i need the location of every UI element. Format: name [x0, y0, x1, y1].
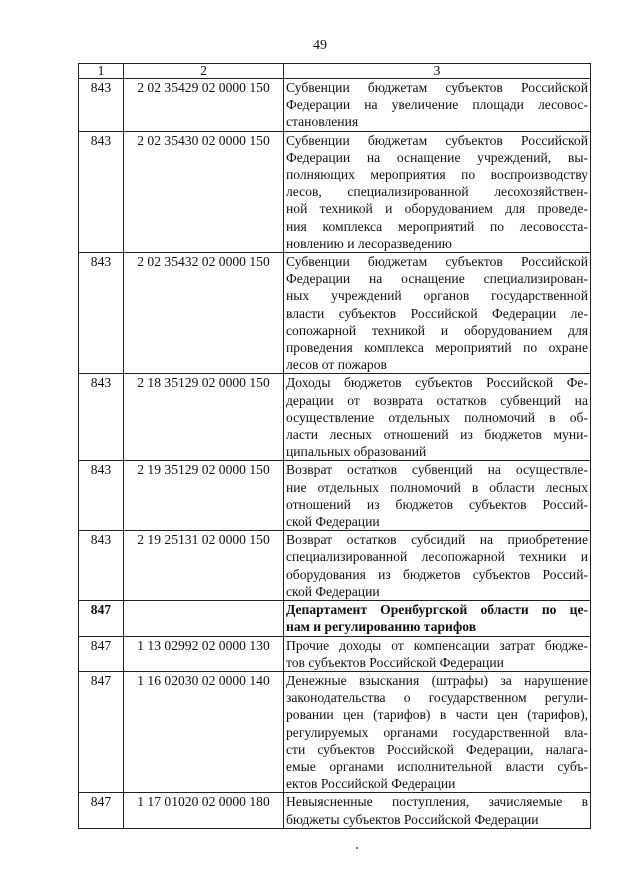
revenue-code-cell: 1 17 01020 02 0000 180	[124, 793, 284, 828]
table-row	[79, 793, 591, 828]
page-number: 49	[313, 38, 327, 53]
table-row	[79, 671, 591, 792]
name-line: сопожарной техникой и оборудованием для	[286, 322, 588, 338]
admin-code-cell: 843	[79, 79, 124, 132]
table-header-row	[79, 64, 591, 79]
name-line: Невыясненные поступления, зачисляемые в	[286, 794, 588, 810]
table-row	[79, 636, 591, 671]
revenue-name-cell	[284, 671, 591, 792]
name-line: лесов, специализированной лесохозяйствен-	[286, 184, 588, 200]
name-line: дерации от возврата остатков субвенций на	[286, 392, 588, 408]
name-line: ской Федерации	[286, 514, 380, 530]
revenue-code-cell: 1 13 02992 02 0000 130	[124, 636, 284, 671]
revenue-code-cell: 2 19 35129 02 0000 150	[124, 461, 284, 531]
name-line: Субвенции бюджетам субъектов Российской	[286, 132, 588, 148]
admin-code-cell: 843	[79, 374, 124, 461]
name-line: ной техникой и оборудованием для проведе-	[286, 201, 588, 217]
table-row	[79, 131, 591, 252]
revenue-name-cell	[284, 374, 591, 461]
admin-code-cell: 847	[79, 793, 124, 828]
budget-revenue-table	[78, 63, 591, 829]
table-row	[79, 461, 591, 531]
name-line: ровании цен (тарифов) в части цен (тарифов),	[286, 707, 588, 723]
table-row	[79, 253, 591, 374]
name-line: проведения комплекса мероприятий по охране	[286, 340, 588, 356]
name-line: емые органами исполнительной власти субъ-	[286, 758, 588, 774]
name-line: тов субъектов Российской Федерации	[286, 654, 504, 670]
name-line: Федерации на увеличение площади лесовос-	[286, 97, 588, 113]
admin-code-cell: 847	[79, 671, 124, 792]
name-line: ных учреждений органов государственной	[286, 288, 588, 304]
name-line: Субвенции бюджетам субъектов Российской	[286, 80, 588, 95]
admin-code-cell: 847	[79, 636, 124, 671]
revenue-name-cell	[284, 79, 591, 132]
name-line: Возврат остатков субсидий на приобретение	[286, 532, 588, 548]
name-line: ской Федерации	[286, 583, 380, 599]
name-line: ектов Российской Федерации	[286, 776, 456, 792]
revenue-name-cell	[284, 131, 591, 252]
name-line: сти субъектов Российской Федерации, налага-	[286, 741, 588, 757]
revenue-name-cell	[284, 793, 591, 828]
table-row	[79, 374, 591, 461]
name-line: становления	[286, 114, 359, 130]
revenue-code-cell	[124, 601, 284, 636]
revenue-code-cell: 2 18 35129 02 0000 150	[124, 374, 284, 461]
admin-code-cell: 843	[79, 253, 124, 374]
table-body	[79, 64, 591, 829]
name-line: ние отдельных полномочий в области лесных	[286, 479, 588, 495]
revenue-name-cell	[284, 531, 591, 601]
name-line: Департамент Оренбургской области по це-	[286, 602, 588, 618]
name-line: осуществление отдельных полномочий в об-	[286, 409, 588, 425]
revenue-code-cell: 2 02 35429 02 0000 150	[124, 79, 284, 132]
name-line: Прочие доходы от компенсации затрат бюдже-	[286, 637, 588, 653]
name-line: Возврат остатков субвенций на осуществле-	[286, 462, 588, 478]
name-line: нам и регулированию тарифов	[286, 619, 477, 635]
name-line: бюджеты субъектов Российской Федерации	[286, 811, 539, 827]
scan-dot	[356, 847, 358, 849]
revenue-name-cell	[284, 636, 591, 671]
name-line: Доходы бюджетов субъектов Российской Фе-	[286, 375, 588, 391]
name-line: специализированной лесопожарной техники и	[286, 549, 588, 565]
table-row	[79, 531, 591, 601]
revenue-code-cell: 2 02 35432 02 0000 150	[124, 253, 284, 374]
revenue-name-cell	[284, 601, 591, 636]
name-line: Субвенции бюджетам субъектов Российской	[286, 254, 588, 270]
name-line: полняющих мероприятия по воспроизводству	[286, 167, 588, 183]
table-row	[79, 79, 591, 132]
admin-code-cell: 843	[79, 531, 124, 601]
revenue-code-cell: 2 02 35430 02 0000 150	[124, 131, 284, 252]
header-col-2: 2	[124, 64, 284, 79]
name-line: лесов от пожаров	[286, 357, 387, 373]
name-line: власти субъектов Российской Федерации ле-	[286, 305, 588, 321]
admin-code-cell: 847	[79, 601, 124, 636]
admin-code-cell: 843	[79, 461, 124, 531]
revenue-name-cell	[284, 253, 591, 374]
name-line: законодательства о государственном регули-	[286, 690, 588, 706]
revenue-code-cell: 2 19 25131 02 0000 150	[124, 531, 284, 601]
name-line: ласти лесных отношений из бюджетов муни-	[286, 427, 588, 443]
header-col-3: 3	[284, 64, 591, 79]
name-line: ния комплекса мероприятий по лесовосста-	[286, 218, 588, 234]
revenue-name-cell	[284, 461, 591, 531]
header-col-1: 1	[79, 64, 124, 79]
name-line: ципальных образований	[286, 444, 427, 460]
name-line: Федерации на оснащение специализирован-	[286, 271, 588, 287]
name-line: новлению и лесоразведению	[286, 235, 452, 251]
revenue-code-cell: 1 16 02030 02 0000 140	[124, 671, 284, 792]
name-line: регулируемых органами государственной вла-	[286, 724, 588, 740]
table-row	[79, 601, 591, 636]
admin-code-cell: 843	[79, 131, 124, 252]
name-line: оборудования из бюджетов субъектов Россий-	[286, 566, 588, 582]
name-line: отношений из бюджетов субъектов Россий-	[286, 496, 588, 512]
name-line: Федерации на оснащение учреждений, вы-	[286, 149, 588, 165]
name-line: Денежные взыскания (штрафы) за нарушение	[286, 672, 588, 688]
